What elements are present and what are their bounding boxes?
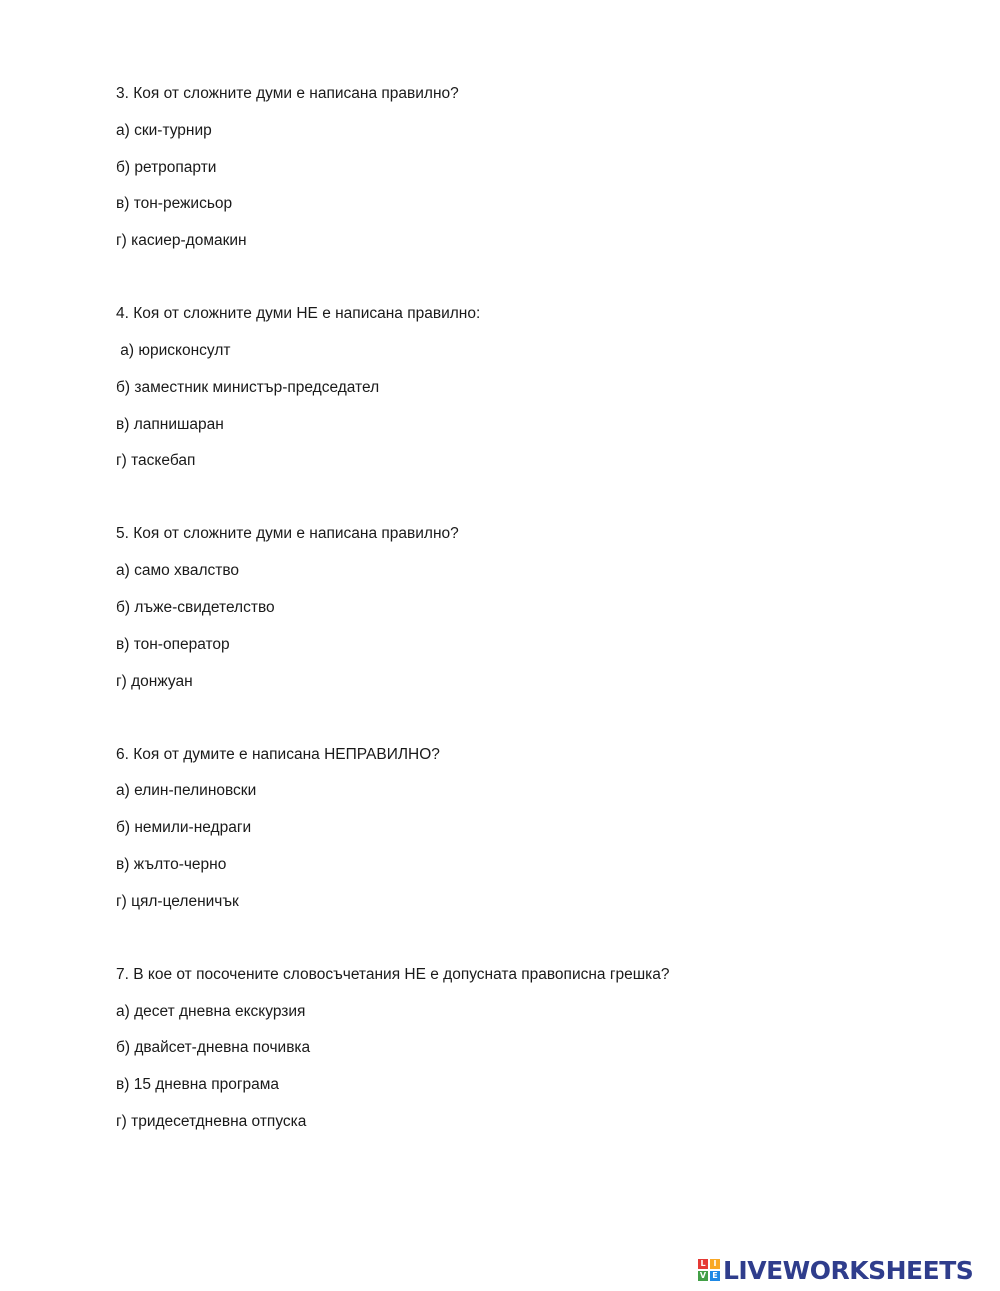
logo-block-e: E xyxy=(710,1271,720,1281)
option-b: б) двайсет-дневна почивка xyxy=(116,1039,311,1057)
liveworksheets-logo xyxy=(698,1256,973,1284)
question-6 xyxy=(116,745,916,912)
question-text: 7. В кое от посочените словосъчетания НЕ е допусната правописна грешка? xyxy=(116,965,670,983)
option-b: б) лъже-свидетелство xyxy=(116,598,275,616)
question-7 xyxy=(116,965,916,1132)
option-a: а) само хвалство xyxy=(116,562,240,580)
question-text: 6. Коя от думите е написана НЕПРАВИЛНО? xyxy=(116,745,440,763)
question-4 xyxy=(116,304,916,471)
logo-blocks-icon xyxy=(698,1259,720,1281)
question-5 xyxy=(116,524,916,691)
option-a: а) юрисконсулт xyxy=(116,341,231,359)
option-g: г) донжуан xyxy=(116,672,193,690)
option-v: в) жълто-черно xyxy=(116,855,227,873)
option-a: а) ски-турнир xyxy=(116,121,212,139)
question-text: 5. Коя от сложните думи е написана правилно? xyxy=(116,525,459,543)
worksheet-content xyxy=(116,84,916,1185)
option-g: г) тридесетдневна отпуска xyxy=(116,1112,307,1130)
option-b: б) заместник министър-председател xyxy=(116,378,380,396)
option-a: а) елин-пелиновски xyxy=(116,782,257,800)
option-b: б) немили-недраги xyxy=(116,819,252,837)
logo-text: LIVEWORKSHEETS xyxy=(723,1255,974,1285)
question-text: 3. Коя от сложните думи е написана правилно? xyxy=(116,85,459,102)
option-b: б) ретропарти xyxy=(116,158,217,176)
option-v: в) 15 дневна програма xyxy=(116,1076,279,1094)
option-g: г) касиер-домакин xyxy=(116,232,247,250)
option-v: в) тон-режисьор xyxy=(116,195,233,213)
option-g: г) цял-целеничък xyxy=(116,892,239,910)
logo-block-i: I xyxy=(710,1259,720,1269)
option-a: а) десет дневна екскурзия xyxy=(116,1002,306,1020)
question-text: 4. Коя от сложните думи НЕ е написана правилно: xyxy=(116,305,481,323)
logo-block-l: L xyxy=(698,1259,708,1269)
question-3 xyxy=(116,84,916,251)
option-v: в) тон-оператор xyxy=(116,635,230,653)
option-v: в) лапнишаран xyxy=(116,415,224,433)
option-g: г) таскебап xyxy=(116,452,196,470)
logo-block-v: V xyxy=(699,1271,707,1280)
